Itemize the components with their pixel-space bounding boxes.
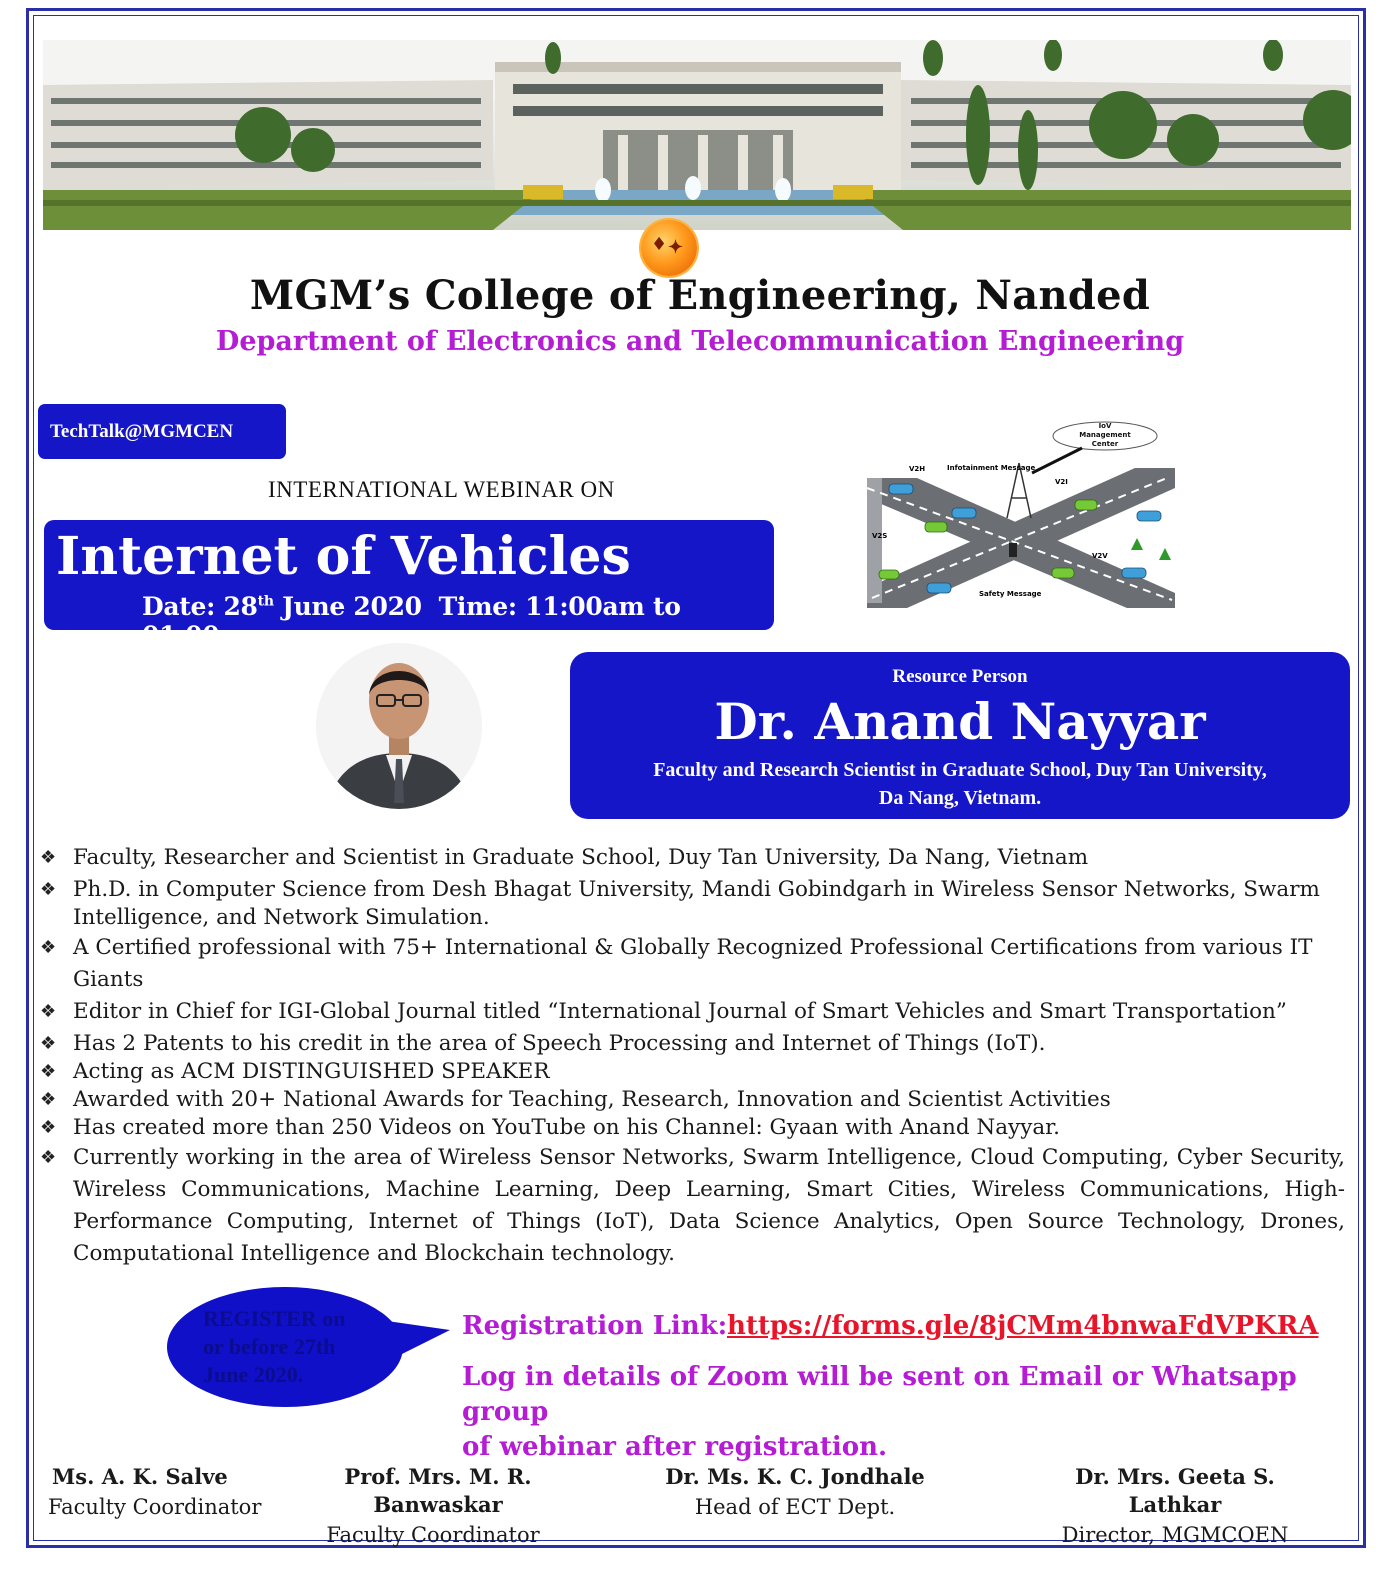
date-suffix: June 2020 [273,592,422,621]
signatory-name: Dr. Mrs. Geeta S. Lathkar [1075,1464,1275,1517]
list-item: ❖ Has 2 Patents to his credit in the area of Speech Processing and Internet of Things (IoT). [40,1031,1046,1056]
list-item: ❖ Currently working in the area of Wireless Sensor Networks, Swarm Intelligence, Cloud Computing, Cyber Security, Wireless Communications, Machine Learning, Deep Learning, Smart Cities, Wireless Communications, High-Performance Computing, Internet of Things (IoT), Data Science Analytics, Open Source Technology, Drones, Computational Intelligence and Blockchain technology. [40,1142,1345,1270]
diamond-bullet-icon: ❖ [40,1089,57,1110]
diamond-bullet-icon: ❖ [40,1061,57,1082]
webinar-title-box [44,520,774,650]
signatory-2 [288,1463,588,1551]
techtalk-tag: TechTalk@MGMCEN [38,404,286,459]
signatory-role: Head of ECT Dept. [694,1495,896,1519]
resource-person-label: Resource Person [892,666,1028,687]
signatory-role: Director, MGMCOEN [1061,1523,1289,1547]
campus-building-photo [43,40,1351,230]
affiliation-line-1: Faculty and Research Scientist in Graduate School, Duy Tan University, [653,759,1267,781]
iov-label-center-1: IoV [1098,422,1112,430]
iov-label-infotainment: Infotainment Message [947,464,1036,472]
webinar-datetime [142,592,774,650]
iov-label-v2s: V2S [872,532,888,540]
register-deadline-text: REGISTER on or before 27th June 2020. [203,1306,346,1387]
resource-person-name: Dr. Anand Nayyar [714,692,1206,751]
svg-text:Management: Management [1079,431,1131,439]
iov-label-v2v: V2V [1092,552,1108,560]
diamond-bullet-icon: ❖ [40,879,57,900]
speaker-photo [316,643,482,809]
date-prefix: Date: 28 [142,592,258,621]
signatory-4 [1030,1463,1320,1551]
diamond-bullet-icon: ❖ [40,1117,57,1138]
svg-text:Center: Center [1091,440,1119,448]
resource-person-affiliation [600,756,1320,812]
department-name: Department of Electronics and Telecommunication Engineering [215,326,1185,357]
list-item: ❖ Editor in Chief for IGI-Global Journal titled “International Journal of Smart Vehicles and Smart Transportation” [40,999,1287,1024]
signatory-name: Dr. Ms. K. C. Jondhale [665,1464,925,1489]
iov-label-safety: Safety Message [979,590,1042,598]
diamond-bullet-icon: ❖ [40,1033,57,1054]
signatory-name: Prof. Mrs. M. R. Banwaskar [344,1464,532,1517]
list-item: ❖ Awarded with 20+ National Awards for Teaching, Research, Innovation and Scientist Activities [40,1087,1111,1112]
affiliation-line-2: Da Nang, Vietnam. [878,787,1042,809]
webinar-time: Time: 11:00am to 01:00pm [142,592,681,650]
iov-label-v2i: V2I [1055,478,1068,486]
webinar-title: Internet of Vehicles [56,526,631,587]
college-name: MGM’s College of Engineering, Nanded [249,272,1151,319]
diamond-bullet-icon: ❖ [40,1147,57,1168]
zoom-login-note: Log in details of Zoom will be sent on Email or Whatsapp group of webinar after registration. [462,1362,1297,1462]
list-item: ❖ Faculty, Researcher and Scientist in Graduate School, Duy Tan University, Da Nang, Vietnam [40,845,1089,870]
diamond-bullet-icon: ❖ [40,937,57,958]
list-item: ❖ Acting as ACM DISTINGUISHED SPEAKER [40,1059,550,1084]
signatory-role: Faculty Coordinator [48,1495,262,1519]
signatory-role: Faculty Coordinator [326,1523,540,1547]
college-logo: ♦ ✦ [641,220,697,276]
registration-link-label: Registration Link: [462,1311,728,1341]
iov-label-v2h: V2H [909,465,926,473]
list-item: ❖ Ph.D. in Computer Science from Desh Bhagat University, Mandi Gobindgarh in Wireless Sensor Networks, Swarm Intelligence, and Network Simulation. [40,877,1320,930]
diamond-bullet-icon: ❖ [40,847,57,868]
resource-person-box [570,652,1350,819]
registration-link[interactable]: https://forms.gle/8jCMm4bnwaFdVPKRA [727,1311,1319,1341]
iov-diagram [867,418,1175,608]
signatory-3 [660,1463,930,1523]
signatory-name: Ms. A. K. Salve [52,1464,228,1489]
speaker-highlights-list [40,844,1345,1270]
webinar-heading: INTERNATIONAL WEBINAR ON [268,477,615,502]
list-item: ❖ A Certified professional with 75+ International & Globally Recognized Professional Certifications from various IT Giants [40,932,1345,996]
date-superscript: th [257,593,274,610]
signatory-1 [40,1463,270,1523]
list-item: ❖ Has created more than 250 Videos on YouTube on his Channel: Gyaan with Anand Nayyar. [40,1115,1060,1140]
diamond-bullet-icon: ❖ [40,1001,57,1022]
